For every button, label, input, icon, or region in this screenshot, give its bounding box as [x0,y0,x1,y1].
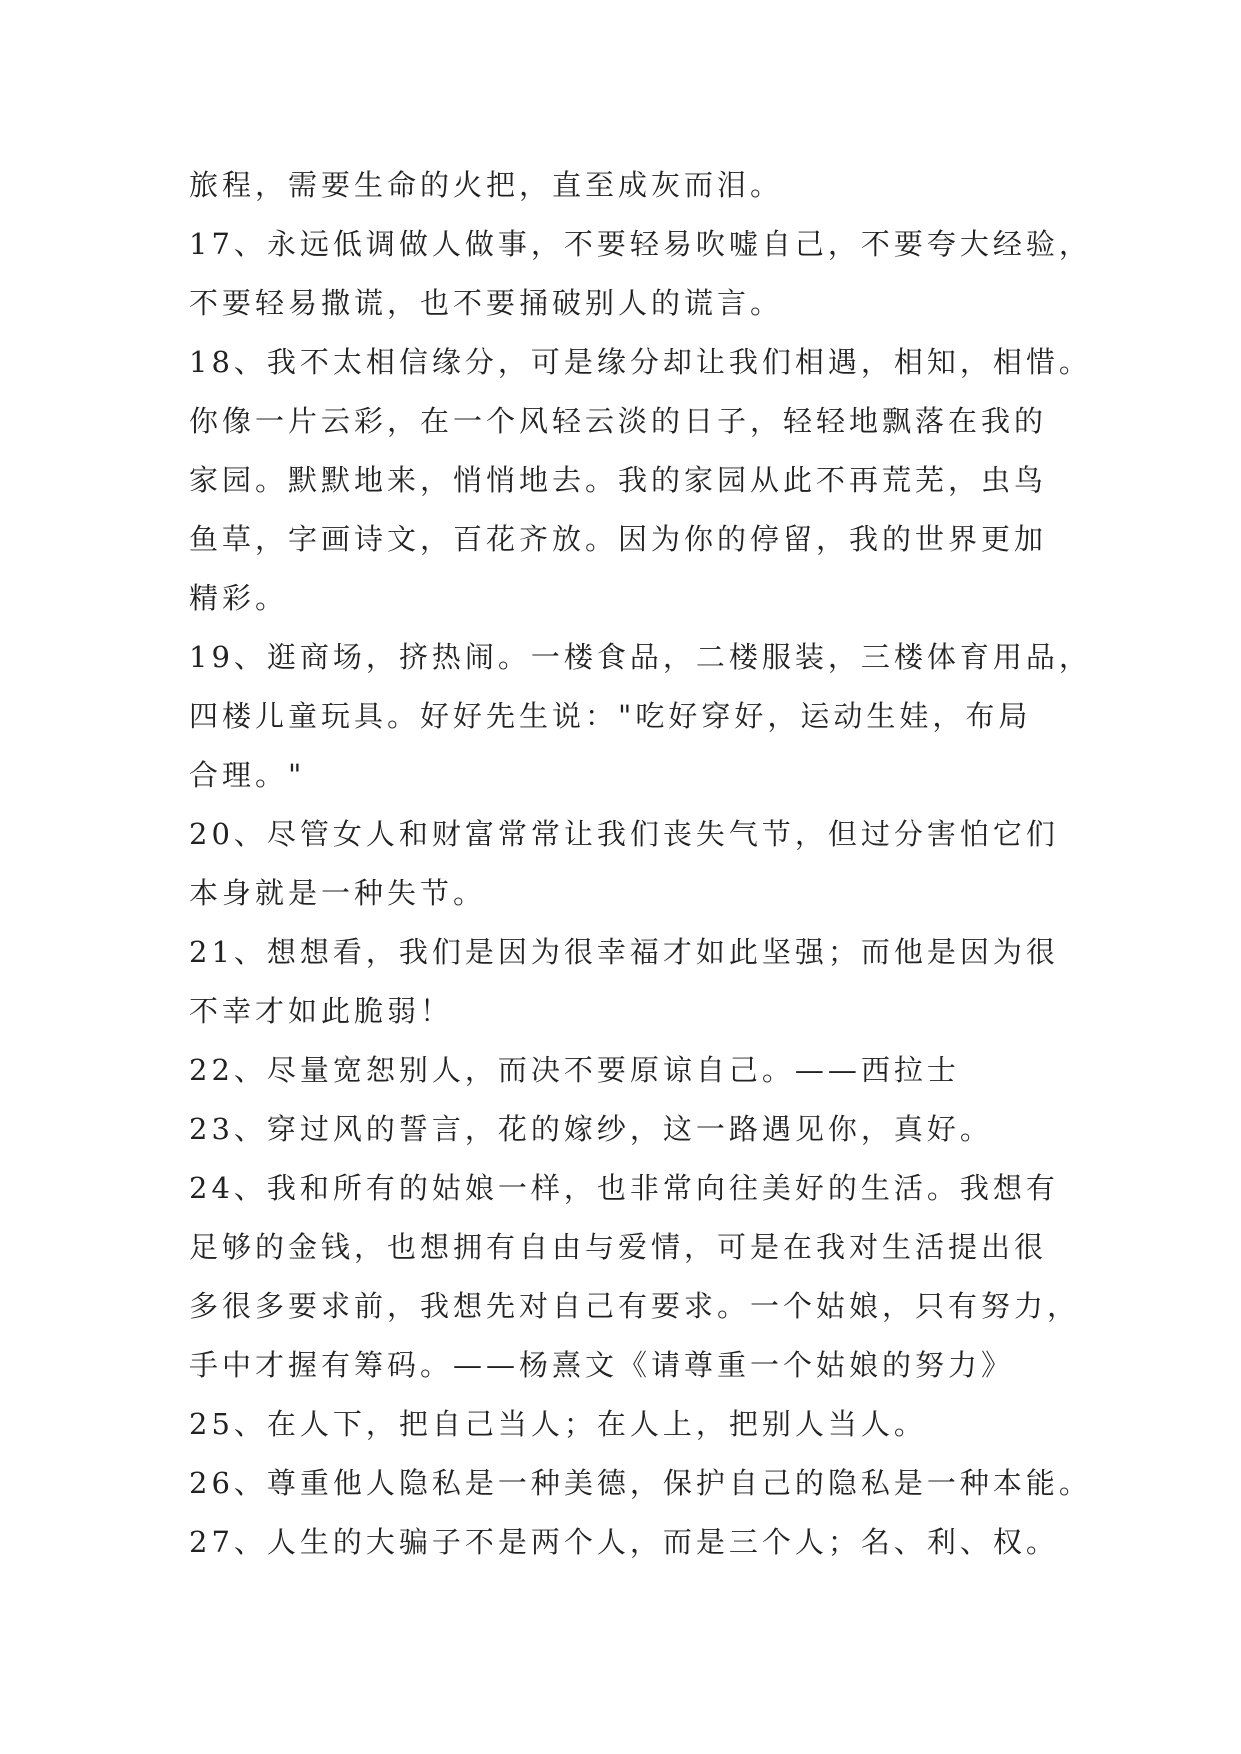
text-line: 足够的金钱，也想拥有自由与爱情，可是在我对生活提出很 [189,1230,1048,1264]
text-line: 20、尽管女人和财富常常让我们丧失气节，但过分害怕它们 [189,817,1059,851]
document-body [189,156,1092,1572]
text-line: 四楼儿童玩具。好好先生说："吃好穿好，运动生娃，布局 [189,699,1032,733]
text-line: 17、永远低调做人做事，不要轻易吹嘘自己，不要夸大经验， [189,227,1092,261]
text-line: 家园。默默地来，悄悄地去。我的家园从此不再荒芜，虫鸟 [189,463,1048,497]
text-line: 合理。" [189,758,306,792]
text-line: 21、想想看，我们是因为很幸福才如此坚强；而他是因为很 [189,935,1059,969]
text-line: 18、我不太相信缘分，可是缘分却让我们相遇，相知，相惜。 [189,345,1092,379]
text-line: 22、尽量宽恕别人，而决不要原谅自己。——西拉士 [189,1053,960,1087]
text-line: 精彩。 [189,581,289,615]
text-line: 旅程，需要生命的火把，直至成灰而泪。 [189,168,784,202]
text-line: 23、穿过风的誓言，花的嫁纱，这一路遇见你，真好。 [189,1112,993,1146]
text-line: 27、人生的大骗子不是两个人，而是三个人；名、利、权。 [189,1525,1059,1559]
text-line: 不要轻易撒谎，也不要捅破别人的谎言。 [189,286,784,320]
text-line: 26、尊重他人隐私是一种美德，保护自己的隐私是一种本能。 [189,1466,1092,1500]
text-line: 多很多要求前，我想先对自己有要求。一个姑娘，只有努力， [189,1289,1081,1323]
text-line: 19、逛商场，挤热闹。一楼食品，二楼服装，三楼体育用品， [189,640,1092,674]
text-line: 不幸才如此脆弱！ [189,994,454,1028]
text-line: 手中才握有筹码。——杨熹文《请尊重一个姑娘的努力》 [189,1348,1015,1382]
text-line: 你像一片云彩，在一个风轻云淡的日子，轻轻地飘落在我的 [189,404,1048,438]
text-line: 24、我和所有的姑娘一样，也非常向往美好的生活。我想有 [189,1171,1059,1205]
text-line: 本身就是一种失节。 [189,876,487,910]
text-line: 25、在人下，把自己当人；在人上，把别人当人。 [189,1407,927,1441]
text-line: 鱼草，字画诗文，百花齐放。因为你的停留，我的世界更加 [189,522,1048,556]
